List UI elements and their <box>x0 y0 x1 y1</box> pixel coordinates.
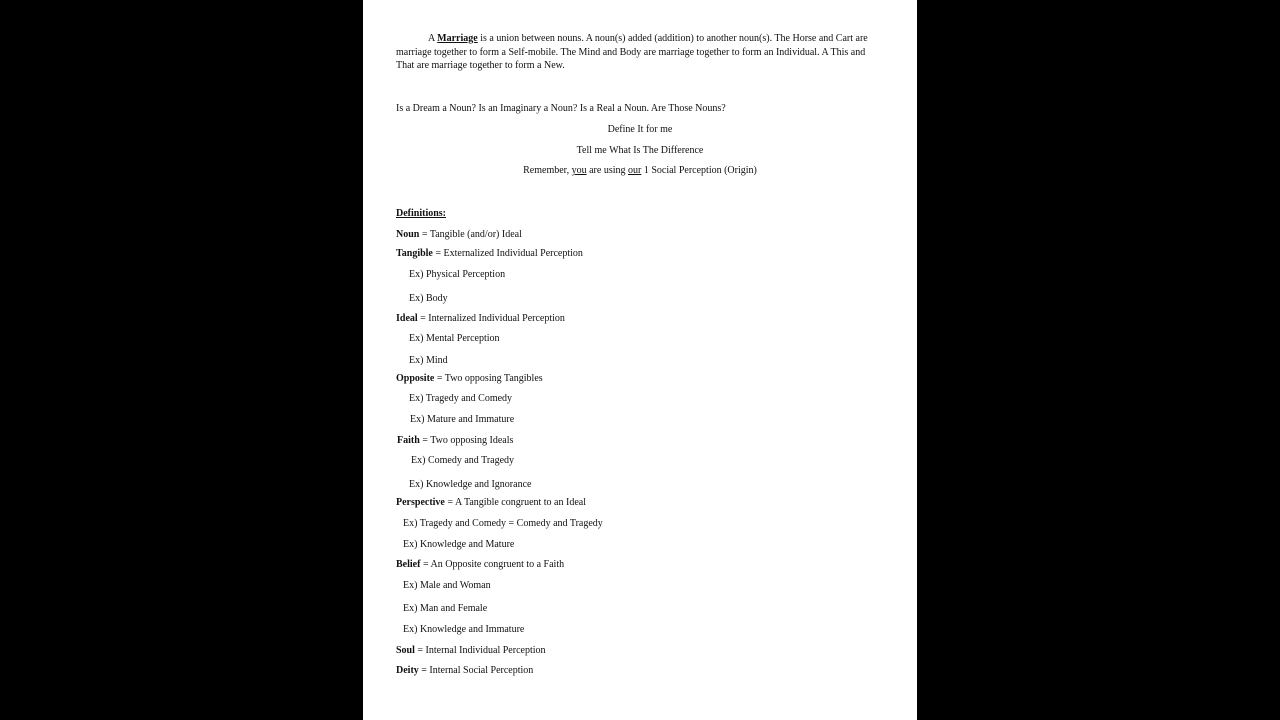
marriage-term: Marriage <box>437 33 478 44</box>
faith-example-1: Ex) Comedy and Tragedy <box>411 455 515 466</box>
remember-part-c: 1 Social Perception (Origin) <box>641 165 757 176</box>
term-noun: Noun <box>396 229 420 240</box>
ideal-example-2: Ex) Mind <box>409 355 448 366</box>
intro-paragraph <box>396 32 876 73</box>
remember-you: you <box>571 165 587 176</box>
definition-noun: Noun = Tangible (and/or) Ideal <box>396 229 522 240</box>
opposite-example-2: Ex) Mature and Immature <box>410 414 515 425</box>
belief-example-1: Ex) Male and Woman <box>403 580 491 591</box>
term-tangible: Tangible <box>396 248 433 259</box>
opposite-example-1: Ex) Tragedy and Comedy <box>409 393 513 404</box>
term-soul: Soul <box>396 645 415 656</box>
definitions-heading: Definitions: <box>396 208 446 219</box>
belief-example-3: Ex) Knowledge and Immature <box>403 624 525 635</box>
questions-line: Is a Dream a Noun? Is an Imaginary a Noun? Is a Real a Noun. Are Those Nouns? <box>396 103 726 114</box>
perspective-example-1: Ex) Tragedy and Comedy = Comedy and Tragedy <box>403 518 603 529</box>
document-page <box>363 0 917 720</box>
term-opposite: Opposite <box>396 373 435 384</box>
term-deity: Deity <box>396 665 419 676</box>
term-belief: Belief <box>396 559 421 570</box>
definition-faith: Faith = Two opposing Ideals <box>397 435 514 446</box>
definition-tangible: Tangible = Externalized Individual Perception <box>396 248 583 259</box>
term-perspective: Perspective <box>396 497 445 508</box>
remember-part-b: are using <box>586 165 628 176</box>
remember-our: our <box>628 165 642 176</box>
definition-perspective: Perspective = A Tangible congruent to an Ideal <box>396 497 586 508</box>
term-ideal: Ideal <box>396 313 418 324</box>
ideal-example-1: Ex) Mental Perception <box>409 333 500 344</box>
tell-line: Tell me What Is The Difference <box>576 145 704 156</box>
faith-example-2: Ex) Knowledge and Ignorance <box>409 479 532 490</box>
remember-line <box>363 164 917 177</box>
intro-text: is a union between nouns. A noun(s) added (addition) to another noun(s). The Horse and Cart are marriage together to form a Self-mobile. The Mind and Body are marriage together to form an Individual. A This and That are marriage together to form a New. <box>396 33 868 72</box>
definition-opposite: Opposite = Two opposing Tangibles <box>396 373 543 384</box>
definition-soul: Soul = Internal Individual Perception <box>396 645 546 656</box>
remember-part-a: Remember, <box>523 165 572 176</box>
tangible-example-1: Ex) Physical Perception <box>409 269 506 280</box>
define-line: Define It for me <box>607 124 673 135</box>
belief-example-2: Ex) Man and Female <box>403 603 488 614</box>
definition-ideal: Ideal = Internalized Individual Perception <box>396 313 565 324</box>
perspective-example-2: Ex) Knowledge and Mature <box>403 539 515 550</box>
intro-prefix: A <box>428 33 438 44</box>
definition-belief: Belief = An Opposite congruent to a Faith <box>396 559 565 570</box>
definition-deity: Deity = Internal Social Perception <box>396 665 534 676</box>
term-faith: Faith <box>397 435 420 446</box>
tangible-example-2: Ex) Body <box>409 293 448 304</box>
